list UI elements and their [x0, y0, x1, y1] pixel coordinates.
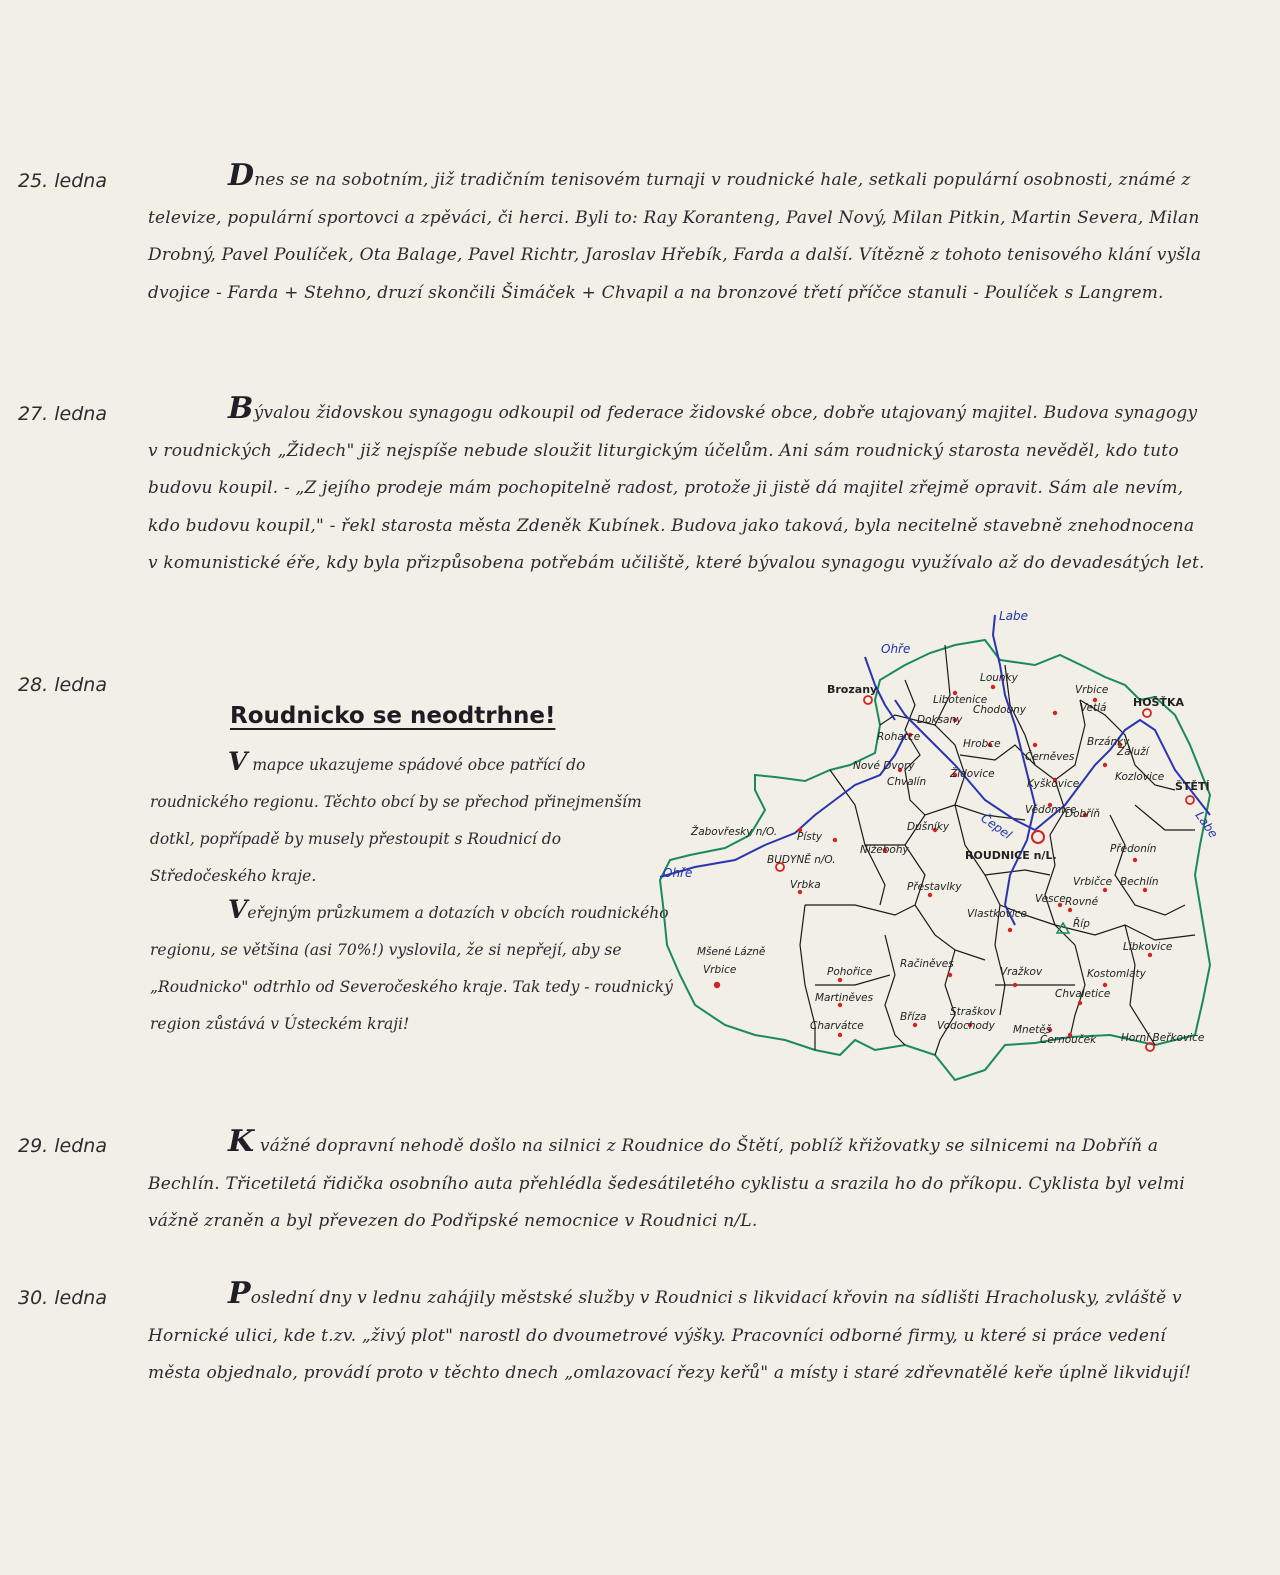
town-label: Mšené Lázně	[697, 946, 766, 958]
town-label: Vrbičce	[1073, 876, 1113, 888]
town-label: Doksany	[917, 714, 963, 726]
entry-date: 30. ledna	[18, 1287, 107, 1309]
town-label: Rovné	[1065, 896, 1099, 908]
town-label: Dobříň	[1065, 808, 1101, 820]
entry-text	[148, 391, 1208, 583]
region-boundary	[660, 640, 1210, 1080]
town-label: BUDYNĚ n/O.	[767, 854, 836, 866]
town-label: Vražkov	[1000, 966, 1043, 978]
town-label: Brozany	[827, 683, 878, 696]
entry-initial: B	[228, 391, 254, 426]
town-label: Židovice	[950, 768, 995, 780]
entry-date: 28. ledna	[18, 674, 107, 696]
article-paragraph-body: eřejným průzkumem a dotazích v obcích roudnického regionu, se většina (asi 70%!) vyslovila, že si nepřejí, aby se „Roudnicko" odtrhlo od Severočeského kraje. Tak tedy - roudnický region zůstává v Ústeckém kraji!	[150, 904, 673, 1033]
entry-initial: P	[228, 1276, 251, 1311]
town-label: Straškov	[950, 1006, 996, 1018]
town-label: Bříza	[900, 1011, 927, 1023]
town-label: Bechlín	[1120, 876, 1159, 888]
river-label: Labe	[1192, 808, 1221, 841]
town-label: Chvalín	[887, 776, 927, 788]
entry-initial: K	[228, 1124, 255, 1159]
town-label: Předonín	[1110, 843, 1157, 855]
article-initial: V	[228, 895, 248, 924]
town-label: Záluží	[1117, 746, 1149, 758]
town-label: Libotenice	[933, 694, 988, 706]
town-label: Nížebohy	[860, 844, 909, 856]
town-label: Vlastkovice	[967, 908, 1027, 920]
entry-text	[148, 1276, 1208, 1393]
town-label: Černěves	[1025, 751, 1075, 763]
town-label: Vesce	[1035, 893, 1066, 905]
entry-initial: D	[228, 158, 255, 193]
article-paragraph	[150, 895, 675, 1043]
region-map-svg	[655, 605, 1220, 1100]
town-label: Hrobce	[963, 738, 1001, 750]
town-label: Pohořice	[827, 966, 873, 978]
river-label: Ohře	[663, 866, 693, 880]
town-label: Martiněves	[815, 992, 874, 1004]
town-label: ŠTĚTÍ	[1175, 780, 1210, 793]
town-label: Lounky	[980, 672, 1018, 684]
river-label: Ohře	[881, 642, 911, 656]
town-label: Kostomlaty	[1087, 968, 1146, 980]
town-label: Libkovice	[1123, 941, 1173, 953]
town-label: Chvaletice	[1055, 988, 1111, 1000]
town-label: HOŠŤKA	[1133, 696, 1185, 709]
river-label: Čepel	[978, 810, 1015, 843]
entry-text	[148, 158, 1208, 312]
entry-body: nes se na sobotním, již tradičním tenisovém turnaji v roudnické hale, setkali populární osobnosti, známé z televize, populární sportovci a zpěváci, či herci. Byli to: Ray Koranteng, Pavel Nový, Milan Pitkin, Martin Severa, Milan Drobný, Pavel Poulíček, Ota Balage, Pavel Richtr, Jaroslav Hřebík, Farda a další. Vítězně z tohoto tenisového klání vyšla dvojice - Farda + Stehno, druzí skončili Šimáček + Chvapil a na bronzové třetí příčce stanuli - Poulíček s Langrem.	[148, 170, 1202, 303]
town-label: Horní Beřkovice	[1121, 1032, 1205, 1044]
article-initial: V	[228, 747, 248, 776]
entry-date: 27. ledna	[18, 403, 107, 425]
town-label: Kyškovice	[1027, 778, 1080, 790]
article-paragraph-body: mapce ukazujeme spádové obce patřící do roudnického regionu. Těchto obcí by se přechod přinejmenším dotkl, popřípadě by musely přestoupit s Roudnicí do Středočeského kraje.	[150, 756, 642, 885]
town-label: Charvátce	[810, 1020, 864, 1032]
town-label: Mnetěš	[1013, 1024, 1052, 1036]
town-label: Žabovřesky n/O.	[691, 826, 778, 838]
town-label: Chodouny	[973, 704, 1027, 716]
town-label: Vetlá	[1080, 702, 1107, 714]
article-text	[150, 747, 675, 1043]
article-headline: Roudnicko se neodtrhne!	[230, 703, 556, 729]
town-label: Černouček	[1040, 1034, 1097, 1046]
entry-date: 29. ledna	[18, 1135, 107, 1157]
town-label: Rohatce	[877, 731, 921, 743]
town-label: Vědomice	[1025, 804, 1077, 816]
region-map	[655, 605, 1220, 1100]
article-paragraph	[150, 747, 675, 895]
entry-body: ývalou židovskou synagogu odkoupil od federace židovské obce, dobře utajovaný majitel. Budova synagogy v roudnických „Židech" již nejspíše nebude sloužit liturgickým účelům. Ani sám roudnický starosta nevěděl, kdo tuto budovu koupil. - „Z jejího prodeje mám pochopitelně radost, protože ji jistě dá majitel zřejmě opravit. Sám ale nevím, kdo budovu koupil," - řekl starosta města Zdeněk Kubínek. Budova jako taková, byla necitelně stavebně znehodnocena v komunistické éře, kdy byla přizpůsobena potřebám učiliště, které bývalou synagogu využívalo až do devadesátých let.	[148, 403, 1205, 573]
town-label: Kozlovice	[1115, 771, 1165, 783]
town-label: Račiněves	[900, 958, 954, 970]
town-label: Vodochody	[937, 1020, 995, 1032]
town-label: Vrbka	[790, 879, 821, 891]
town-label: Brzánky	[1087, 736, 1130, 748]
entry-body: vážné dopravní nehodě došlo na silnici z Roudnice do Štětí, poblíž křižovatky se silnicemi na Dobříň a Bechlín. Třicetiletá řidička osobního auta přehlédla šedesátiletého cyklistu a srazila ho do příkopu. Cyklista byl velmi vážně zraněn a byl převezen do Podřipské nemocnice v Roudnici n/L.	[148, 1136, 1185, 1231]
town-label: Říp	[1073, 918, 1090, 930]
town-label: Dušníky	[907, 821, 950, 833]
entry-date: 25. ledna	[18, 170, 107, 192]
town-label: Vrbice	[703, 964, 737, 976]
town-label: Vrbice	[1075, 684, 1109, 696]
entry-text	[148, 1124, 1208, 1241]
town-label: Písty	[797, 831, 823, 843]
river-label: Labe	[999, 609, 1029, 623]
town-label: Přestavlky	[907, 881, 962, 893]
town-label: Nové Dvory	[853, 760, 915, 772]
town-label: ROUDNICE n/L.	[965, 849, 1057, 862]
entry-body: oslední dny v lednu zahájily městské služby v Roudnici s likvidací křovin na sídlišti Hracholusky, zvláště v Hornické ulici, kde t.zv. „živý plot" narostl do dvoumetrové výšky. Pracovníci odborné firmy, u které si práce vedení města objednalo, provádí proto v těchto dnech „omlazovací řezy keřů" a místy i staré zdřevnatělé keře úplně likvidují!	[148, 1288, 1192, 1383]
